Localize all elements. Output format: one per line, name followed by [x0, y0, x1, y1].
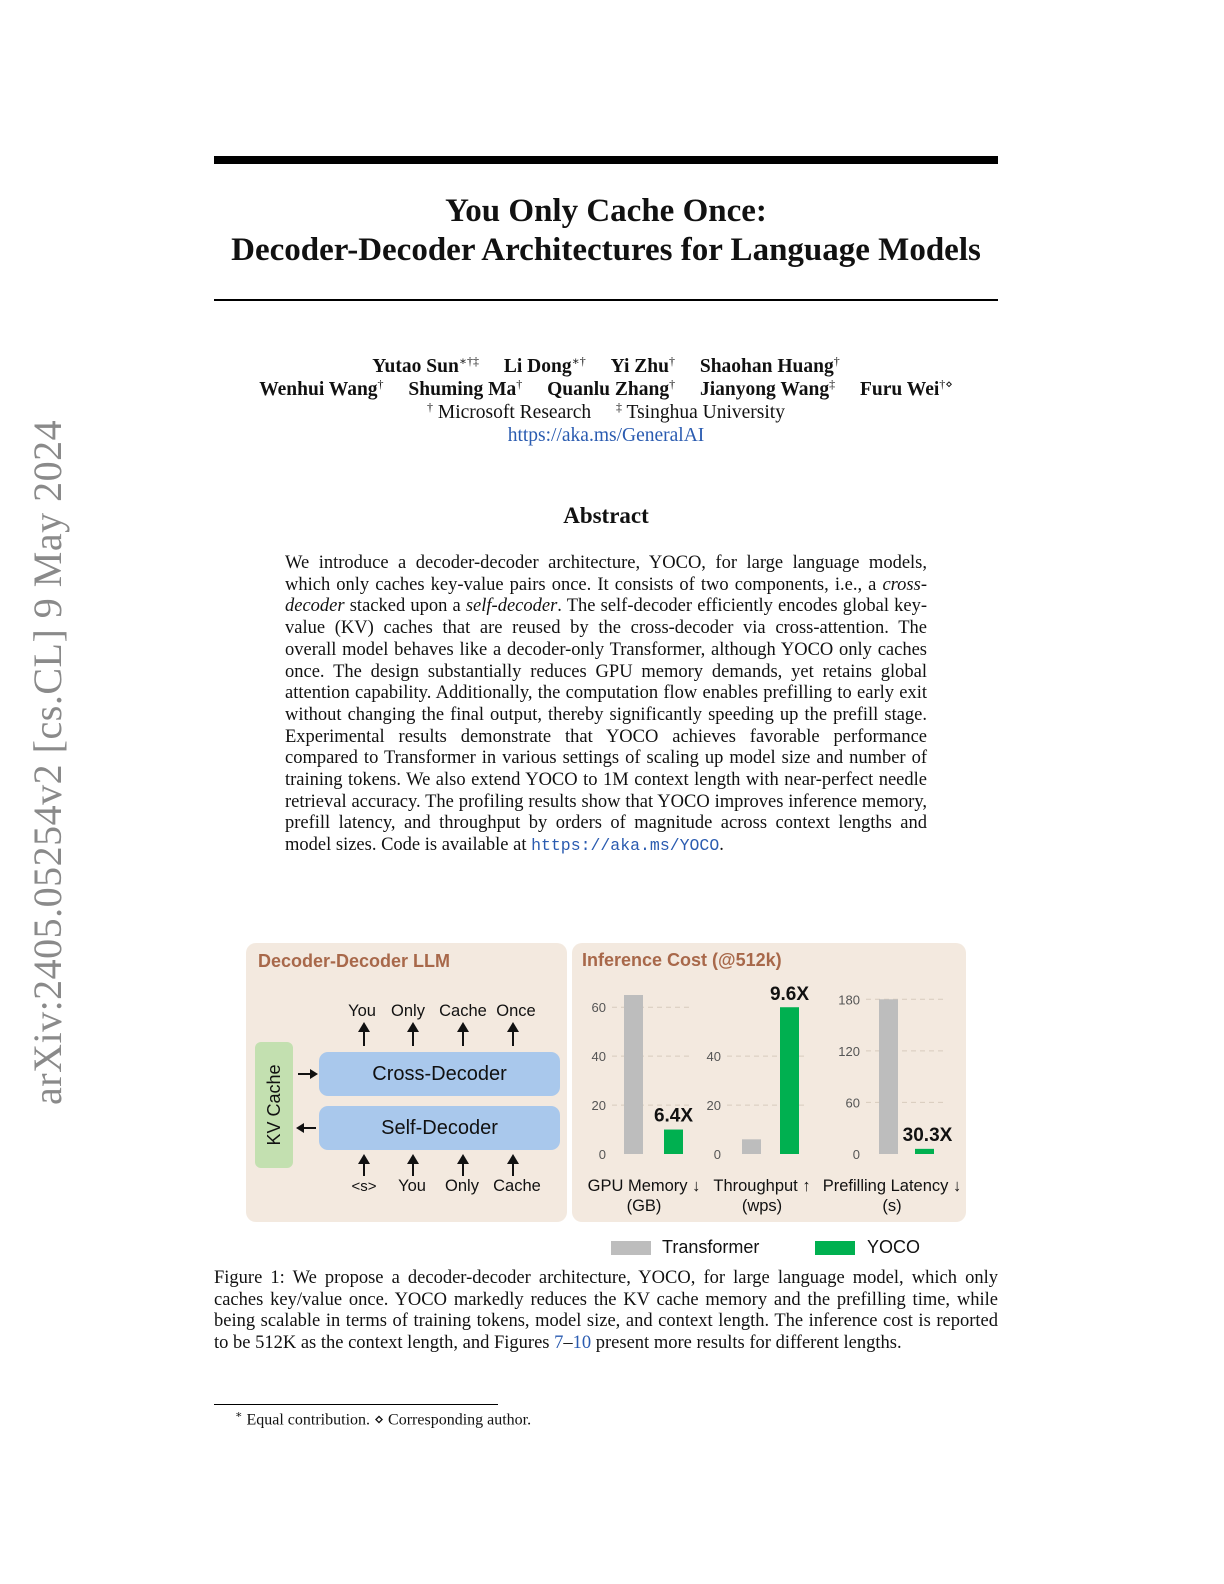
output-token: Cache — [439, 1002, 487, 1020]
arxiv-identifier: arXiv:2405.05254v2 [cs.CL] 9 May 2024 — [25, 419, 70, 1105]
abstract-text: stacked upon a — [344, 596, 466, 617]
arrow-up-icon — [412, 1030, 414, 1046]
caption-text: present more results for different lengths. — [591, 1332, 902, 1353]
arrow-up-icon — [363, 1162, 365, 1176]
abstract-heading: Abstract — [563, 503, 649, 528]
title-line-1: You Only Cache Once: — [445, 193, 767, 229]
x-axis-label: Throughput ↑ — [713, 1177, 811, 1195]
footnote-mark: ∗ — [235, 1409, 243, 1421]
title-line-2: Decoder-Decoder Architectures for Language Models — [231, 232, 981, 268]
abstract-emphasis: cross-decoder — [285, 574, 927, 617]
code-link[interactable]: https://aka.ms/YOCO — [531, 836, 720, 856]
author-name: Wenhui Wang — [259, 379, 378, 400]
author-marks: ‡ — [829, 377, 836, 391]
author-name: Li Dong — [503, 356, 572, 377]
footnote-text: Corresponding author. — [384, 1411, 532, 1429]
author-marks: †⋄ — [939, 377, 953, 391]
inference-cost-charts — [572, 943, 966, 1222]
footnote — [235, 1408, 531, 1429]
author-name: Jianyong Wang — [699, 379, 830, 400]
abstract-body — [285, 553, 927, 857]
general-ai-link[interactable]: https://aka.ms/GeneralAI — [507, 425, 705, 446]
author-marks: ∗† — [571, 354, 586, 368]
bar-transformer — [742, 1139, 761, 1154]
bar-yoco — [664, 1130, 683, 1154]
title-top-rule — [214, 156, 998, 164]
legend-label-yoco: YOCO — [867, 1237, 921, 1257]
abstract-emphasis: self-decoder — [465, 596, 558, 617]
footnote-mark: ⋄ — [374, 1411, 385, 1429]
legend-label-transformer: Transformer — [662, 1237, 760, 1257]
bar-transformer — [624, 995, 643, 1154]
y-tick-label: 60 — [845, 1095, 860, 1111]
title-bottom-rule — [214, 299, 998, 301]
bar-yoco — [915, 1149, 934, 1154]
author-marks: † — [516, 377, 523, 391]
author-marks: ∗†‡ — [458, 354, 479, 368]
author-marks: † — [669, 377, 676, 391]
kv-arrows — [294, 1062, 320, 1142]
footnote-text: Equal contribution. — [242, 1411, 375, 1429]
arrow-right-head-icon — [310, 1069, 318, 1079]
affiliation-mark: ‡ — [616, 400, 623, 414]
input-token: Cache — [493, 1177, 541, 1195]
y-tick-label: 40 — [591, 1049, 606, 1065]
bar-transformer — [879, 999, 898, 1154]
input-token: Only — [445, 1177, 479, 1195]
abstract-text: . — [719, 835, 724, 856]
output-token: You — [348, 1002, 376, 1020]
ratio-annotation: 9.6X — [769, 984, 810, 1006]
arrow-up-icon — [462, 1030, 464, 1046]
author-row-1 — [214, 355, 998, 378]
author-name: Shaohan Huang — [699, 356, 834, 377]
author-marks: † — [668, 354, 675, 368]
input-token: You — [398, 1177, 426, 1195]
arrow-left-head-icon — [296, 1123, 304, 1133]
caption-text: Figure 1: We propose a decoder-decoder architecture, YOCO, for large language model, which only caches key/value once. YOCO markedly reduces the KV cache memory and the prefilling time, while being scalable in terms of training tokens, model size, and context length. The inference cost is reported to be 512K as the context length, and Figures — [214, 1268, 998, 1353]
inference-cost-title: Inference Cost (@512k) — [582, 950, 782, 970]
figure-caption — [214, 1268, 998, 1354]
author-name: Yutao Sun — [372, 356, 459, 377]
y-tick-label: 120 — [838, 1043, 860, 1059]
kv-cache-label: KV Cache — [264, 1064, 284, 1146]
bar-yoco — [780, 1007, 799, 1154]
y-tick-label: 60 — [591, 1000, 606, 1016]
y-tick-label: 20 — [706, 1098, 721, 1114]
figure-ref-link[interactable]: 10 — [572, 1332, 592, 1353]
self-decoder-block: Self-Decoder — [319, 1106, 560, 1150]
author-marks: † — [377, 377, 384, 391]
x-axis-unit: (GB) — [626, 1197, 662, 1215]
author-block — [214, 355, 998, 447]
x-axis-label: GPU Memory ↓ — [587, 1177, 701, 1195]
cross-decoder-block: Cross-Decoder — [319, 1052, 560, 1096]
arrow-up-icon — [512, 1162, 514, 1176]
y-tick-label: 20 — [591, 1098, 606, 1114]
affiliation-microsoft: Microsoft Research — [437, 402, 592, 423]
author-row-2 — [214, 378, 998, 401]
abstract-text: We introduce a decoder-decoder architecture, YOCO, for large language models, which only caches key-value pairs once. It consists of two components, i.e., a — [285, 553, 927, 595]
affiliations — [214, 401, 998, 424]
y-tick-label: 0 — [598, 1147, 606, 1162]
ratio-annotation: 6.4X — [653, 1105, 694, 1127]
affiliation-tsinghua: Tsinghua University — [626, 402, 785, 423]
y-tick-label: 0 — [852, 1147, 860, 1162]
y-tick-label: 180 — [838, 992, 860, 1008]
y-tick-label: 0 — [713, 1147, 721, 1162]
paper-title — [214, 192, 998, 270]
x-axis-label: Prefilling Latency ↓ — [822, 1177, 962, 1195]
input-token: <s> — [351, 1178, 377, 1195]
output-token: Once — [496, 1002, 536, 1020]
arrow-up-icon — [512, 1030, 514, 1046]
author-marks: † — [833, 354, 840, 368]
author-name: Yi Zhu — [610, 356, 669, 377]
affiliation-mark: † — [427, 400, 434, 414]
figure-ref-link[interactable]: 7 — [554, 1332, 564, 1353]
x-axis-unit: (s) — [882, 1197, 902, 1215]
arrow-up-icon — [462, 1162, 464, 1176]
abstract-text: . The self-decoder efficiently encodes global key-value (KV) caches that are reused by the cross-decoder via cross-attention. The overall model behaves like a decoder-only Transformer, although YOCO only caches once. The design substantially reduces GPU memory demands, yet retains global attention capability. Additionally, the computation flow enables prefilling to early exit without changing the final output, thereby significantly speeding up the prefill stage. Experimental results demonstrate that YOCO achieves favorable performance compared to Transformer in various settings of scaling up model size and number of training tokens. We also extend YOCO to 1M context length with near-perfect needle retrieval accuracy. The profiling results show that YOCO improves inference memory, prefill latency, and throughput by orders of magnitude across context lengths and model sizes. Code is available at — [285, 596, 927, 856]
y-tick-label: 40 — [706, 1049, 721, 1065]
ratio-annotation: 30.3X — [902, 1124, 953, 1146]
output-token: Only — [391, 1002, 425, 1020]
x-axis-unit: (wps) — [741, 1197, 783, 1215]
author-name: Shuming Ma — [408, 379, 517, 400]
legend-swatch-yoco — [815, 1241, 855, 1255]
footnote-rule — [214, 1404, 498, 1405]
legend-swatch-transformer — [611, 1241, 651, 1255]
author-name: Furu Wei — [859, 379, 940, 400]
author-name: Quanlu Zhang — [547, 379, 670, 400]
arrow-up-icon — [412, 1162, 414, 1176]
arrow-up-icon — [363, 1030, 365, 1046]
decoder-decoder-title: Decoder-Decoder LLM — [258, 951, 451, 971]
caption-text: – — [563, 1332, 573, 1353]
